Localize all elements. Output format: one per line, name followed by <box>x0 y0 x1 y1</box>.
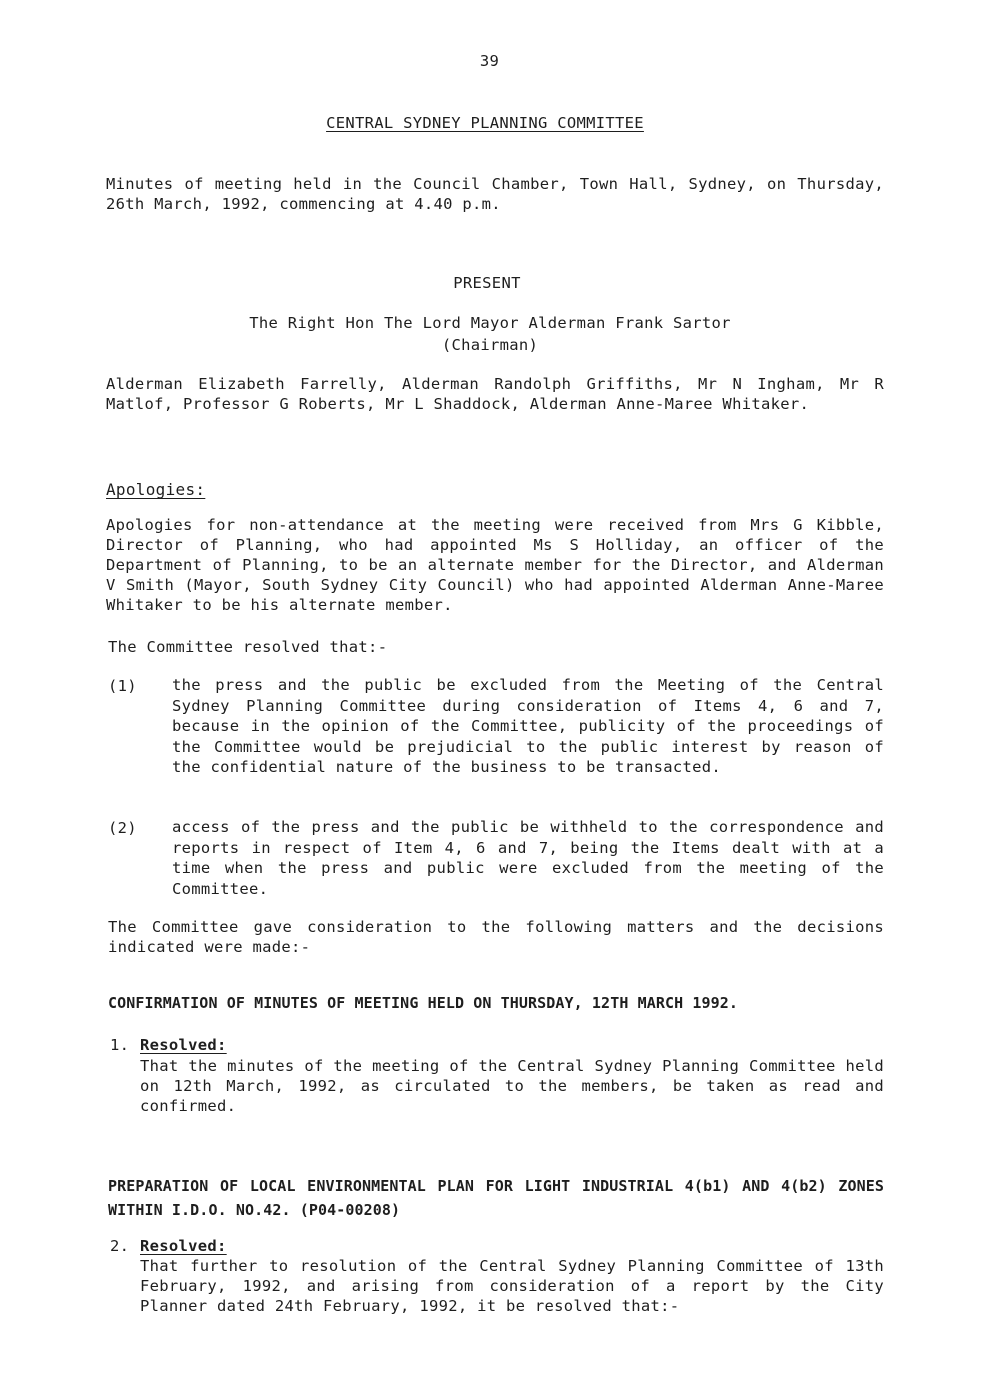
apologies-heading: Apologies: <box>106 480 206 499</box>
consideration-text: The Committee gave consideration to the following matters and the decisions indicated were made:- <box>108 918 884 956</box>
chair-line: The Right Hon The Lord Mayor Alderman Frank Sartor <box>249 314 731 332</box>
members-present: Alderman Elizabeth Farrelly, Alderman Randolph Griffiths, Mr N Ingham, Mr R Matlof, Professor G Roberts, Mr L Shaddock, Alderman Anne-Maree Whitaker. <box>106 375 884 413</box>
item-text: the press and the public be excluded from the Meeting of the Central Sydney Planning Committee during consideration of Items 4, 6 and 7, because in the opinion of the Committee, publicity of the proceedings of the Committee would be prejudicial to the public interest by reason of the confidential nature of the business to be transacted. <box>172 676 884 776</box>
item-number: (2) <box>108 819 137 837</box>
apologies-text: Apologies for non-attendance at the meeting were received from Mrs G Kibble, Director of Planning, who had appointed Ms S Holliday, an officer of the Department of Planning, to be an alternate member for the Director, and Alderman V Smith (Mayor, South Sydney City Council) who had appointed Alderman Anne-Maree Whitaker to be his alternate member. <box>106 516 884 614</box>
section-heading: CONFIRMATION OF MINUTES OF MEETING HELD ON THURSDAY, 12TH MARCH 1992. <box>108 994 739 1012</box>
item-text: access of the press and the public be withheld to the correspondence and reports in respect of Item 4, 6 and 7, being the Items dealt with at a time when the press and public were excluded from the meeting of the Committee. <box>172 818 884 898</box>
committee-title: CENTRAL SYDNEY PLANNING COMMITTEE <box>326 114 644 132</box>
item-number: (1) <box>108 677 137 695</box>
section-text: That the minutes of the meeting of the Central Sydney Planning Committee held on 12th March, 1992, as circulated to the members, be taken as read and confirmed. <box>140 1057 884 1115</box>
chair-role: (Chairman) <box>441 336 539 354</box>
section-number: 2. <box>110 1237 130 1255</box>
present-heading: PRESENT <box>453 274 521 292</box>
section-text: That further to resolution of the Central Sydney Planning Committee of 13th February, 1992, and arising from consideration of a report by the City Planner dated 24th February, 1992, it be resolved that:- <box>140 1257 884 1315</box>
page-number: 39 <box>479 52 500 70</box>
section-heading: PREPARATION OF LOCAL ENVIRONMENTAL PLAN FOR LIGHT INDUSTRIAL 4(b1) AND 4(b2) ZONES WITHIN I.D.O. NO.42. (P04-00208) <box>108 1177 884 1219</box>
resolved-intro: The Committee resolved that:- <box>108 638 388 656</box>
section-number: 1. <box>110 1036 130 1054</box>
resolved-label: Resolved: <box>140 1036 227 1054</box>
resolved-label: Resolved: <box>140 1237 227 1255</box>
meeting-intro: Minutes of meeting held in the Council Chamber, Town Hall, Sydney, on Thursday, 26th March, 1992, commencing at 4.40 p.m. <box>106 175 884 213</box>
